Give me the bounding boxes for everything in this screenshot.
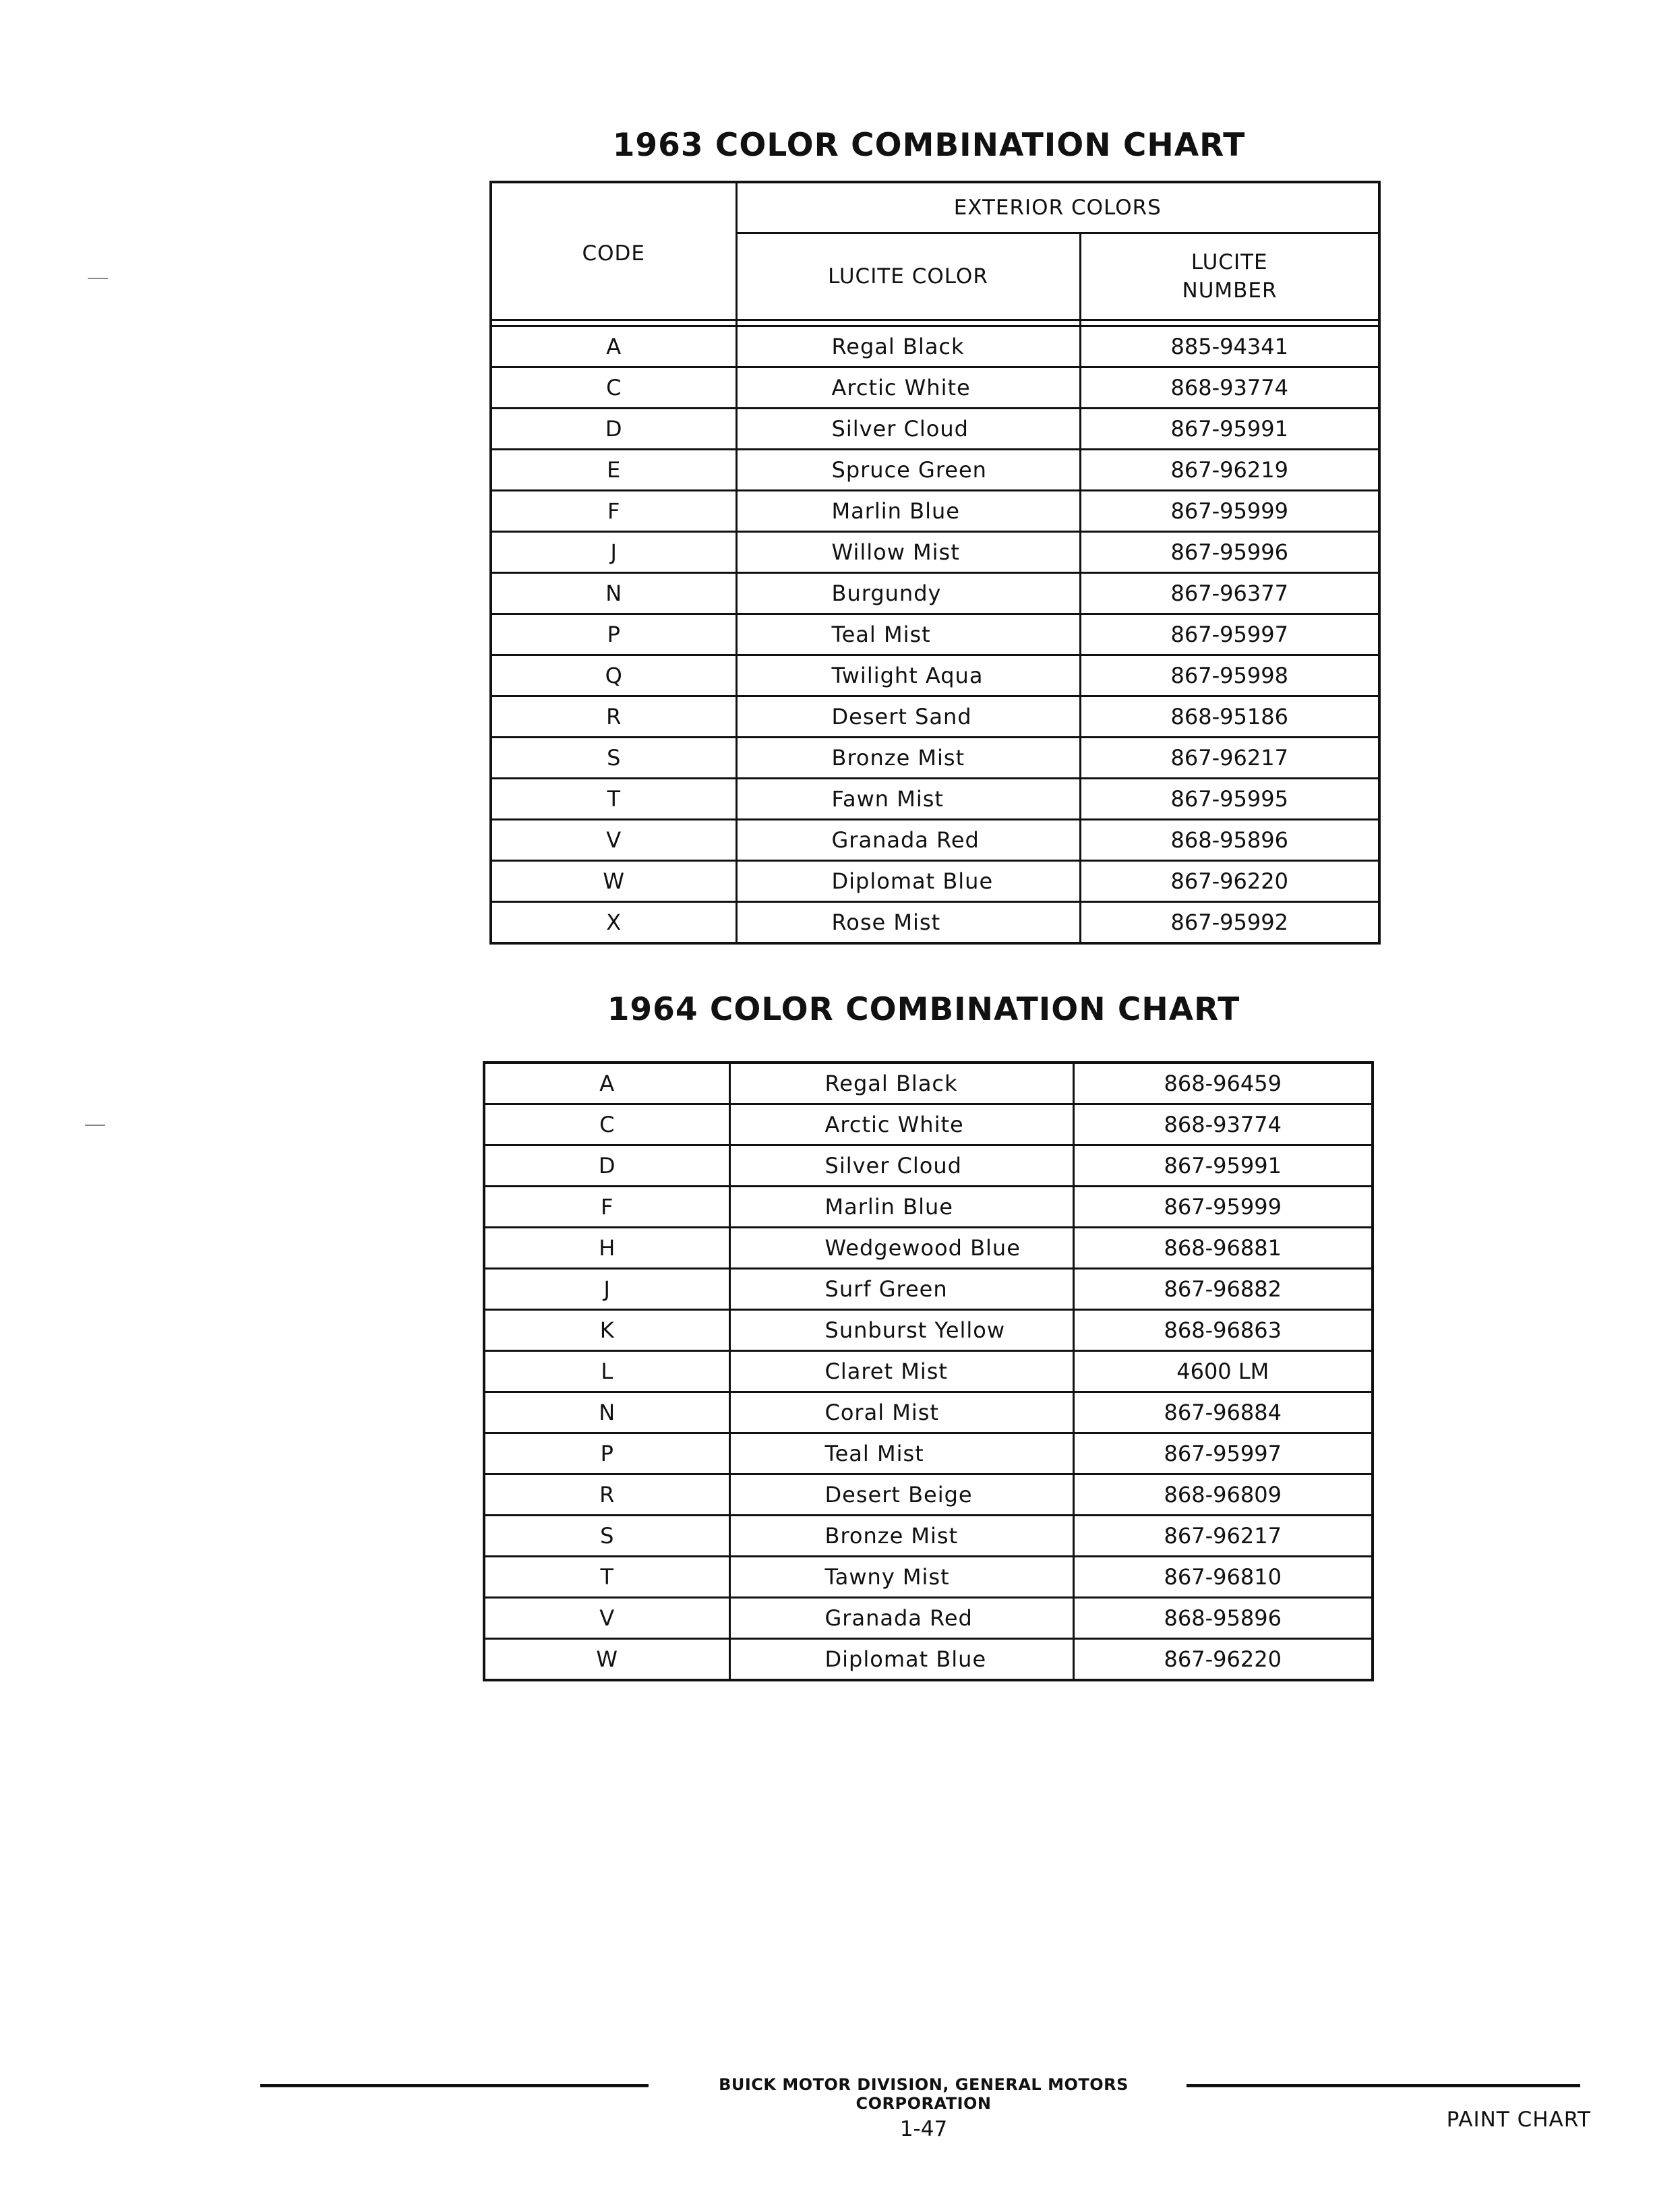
code-cell: J xyxy=(491,532,736,573)
lucite-number-cell: 868-95896 xyxy=(1080,820,1379,861)
lucite-number-cell: 867-96810 xyxy=(1073,1557,1373,1598)
table-row xyxy=(484,1639,1373,1681)
lucite-number-cell: 867-95991 xyxy=(1073,1145,1373,1187)
table-row xyxy=(484,1104,1373,1145)
code-cell: A xyxy=(484,1063,729,1104)
code-cell: H xyxy=(484,1228,729,1269)
lucite-color-cell: Fawn Mist xyxy=(736,779,1080,820)
code-cell: F xyxy=(484,1187,729,1228)
lucite-color-cell: Teal Mist xyxy=(729,1433,1073,1474)
code-cell: S xyxy=(491,738,736,779)
lucite-color-cell: Surf Green xyxy=(729,1269,1073,1310)
footer-rule-left xyxy=(260,2084,649,2087)
table-row xyxy=(484,1392,1373,1433)
section-label: PAINT CHART xyxy=(1446,2108,1591,2132)
lucite-color-cell: Diplomat Blue xyxy=(736,861,1080,902)
lucite-number-cell: 868-96809 xyxy=(1073,1474,1373,1516)
lucite-number-cell: 867-96884 xyxy=(1073,1392,1373,1433)
lucite-color-cell: Silver Cloud xyxy=(736,409,1080,450)
lucite-color-cell: Burgundy xyxy=(736,573,1080,614)
code-cell: P xyxy=(491,614,736,655)
lucite-number-cell: 867-96217 xyxy=(1080,738,1379,779)
lucite-number-cell: 868-96881 xyxy=(1073,1228,1373,1269)
code-cell: K xyxy=(484,1310,729,1351)
lucite-color-cell: Marlin Blue xyxy=(729,1187,1073,1228)
lucite-color-cell: Marlin Blue xyxy=(736,491,1080,532)
lucite-number-cell: 867-96219 xyxy=(1080,450,1379,491)
lucite-color-cell: Bronze Mist xyxy=(736,738,1080,779)
table-row xyxy=(491,326,1379,367)
lucite-number-cell: 885-94341 xyxy=(1080,326,1379,367)
code-cell: T xyxy=(491,779,736,820)
code-cell: C xyxy=(491,367,736,409)
lucite-number-cell: 867-95996 xyxy=(1080,532,1379,573)
code-cell: W xyxy=(491,861,736,902)
lucite-color-cell: Bronze Mist xyxy=(729,1516,1073,1557)
chart-1964-body xyxy=(484,1063,1373,1680)
lucite-number-cell: 867-96882 xyxy=(1073,1269,1373,1310)
table-row xyxy=(484,1310,1373,1351)
table-row xyxy=(491,779,1379,820)
lucite-number-cell: 867-96220 xyxy=(1080,861,1379,902)
lucite-number-cell: 867-96217 xyxy=(1073,1516,1373,1557)
code-cell: D xyxy=(491,409,736,450)
lucite-color-cell: Granada Red xyxy=(736,820,1080,861)
lucite-color-cell: Regal Black xyxy=(736,326,1080,367)
lucite-number-cell: 867-95991 xyxy=(1080,409,1379,450)
color-chart-1964-table xyxy=(483,1061,1374,1681)
exterior-colors-header: EXTERIOR COLORS xyxy=(736,182,1379,233)
lucite-number-column-header: LUCITE NUMBER xyxy=(1080,233,1379,320)
lucite-number-cell: 868-95186 xyxy=(1080,696,1379,738)
table-row xyxy=(491,573,1379,614)
code-cell: L xyxy=(484,1351,729,1392)
lucite-number-cell: 867-96377 xyxy=(1080,573,1379,614)
table-row xyxy=(491,450,1379,491)
footer-rule-right xyxy=(1187,2084,1580,2087)
lucite-color-cell: Arctic White xyxy=(729,1104,1073,1145)
lucite-color-cell: Tawny Mist xyxy=(729,1557,1073,1598)
code-cell: S xyxy=(484,1516,729,1557)
code-cell: P xyxy=(484,1433,729,1474)
lucite-color-cell: Rose Mist xyxy=(736,902,1080,944)
table-row xyxy=(484,1269,1373,1310)
table-row xyxy=(491,367,1379,409)
lucite-color-column-header: LUCITE COLOR xyxy=(736,233,1080,320)
lucite-color-cell: Granada Red xyxy=(729,1598,1073,1639)
lucite-color-cell: Desert Beige xyxy=(729,1474,1073,1516)
table-row xyxy=(491,614,1379,655)
table-row xyxy=(484,1557,1373,1598)
code-cell: E xyxy=(491,450,736,491)
code-cell: Q xyxy=(491,655,736,696)
table-row xyxy=(484,1145,1373,1187)
lucite-number-cell: 867-95992 xyxy=(1080,902,1379,944)
lucite-number-cell: 867-95998 xyxy=(1080,655,1379,696)
lucite-number-cell: 868-96459 xyxy=(1073,1063,1373,1104)
code-cell: N xyxy=(484,1392,729,1433)
lucite-color-cell: Wedgewood Blue xyxy=(729,1228,1073,1269)
footer-organization: BUICK MOTOR DIVISION, GENERAL MOTORS CORPORATION xyxy=(719,2075,1129,2113)
lucite-number-cell: 867-95999 xyxy=(1073,1187,1373,1228)
code-cell: V xyxy=(491,820,736,861)
table-row xyxy=(484,1433,1373,1474)
table-row xyxy=(491,902,1379,944)
chart-1963-title: 1963 COLOR COMBINATION CHART xyxy=(612,127,1246,164)
code-cell: J xyxy=(484,1269,729,1310)
lucite-number-cell: 868-93774 xyxy=(1080,367,1379,409)
lucite-color-cell: Coral Mist xyxy=(729,1392,1073,1433)
table-row xyxy=(484,1063,1373,1104)
lucite-number-cell: 868-96863 xyxy=(1073,1310,1373,1351)
chart-1963-body xyxy=(491,320,1379,944)
code-cell: A xyxy=(491,326,736,367)
code-cell: D xyxy=(484,1145,729,1187)
lucite-color-cell: Claret Mist xyxy=(729,1351,1073,1392)
lucite-number-cell: 867-95999 xyxy=(1080,491,1379,532)
color-chart-1963-table xyxy=(489,181,1381,945)
table-row xyxy=(491,655,1379,696)
table-row xyxy=(491,738,1379,779)
lucite-number-cell: 867-95997 xyxy=(1073,1433,1373,1474)
lucite-number-cell: 868-95896 xyxy=(1073,1598,1373,1639)
code-cell: C xyxy=(484,1104,729,1145)
margin-mark xyxy=(88,278,108,279)
table-row xyxy=(491,696,1379,738)
table-row xyxy=(484,1516,1373,1557)
table-row xyxy=(484,1228,1373,1269)
lucite-number-cell: 868-93774 xyxy=(1073,1104,1373,1145)
code-cell: V xyxy=(484,1598,729,1639)
code-column-header: CODE xyxy=(491,182,736,320)
lucite-color-cell: Willow Mist xyxy=(736,532,1080,573)
page-number: 1-47 xyxy=(899,2117,948,2141)
table-row xyxy=(491,820,1379,861)
code-cell: R xyxy=(491,696,736,738)
table-row xyxy=(484,1598,1373,1639)
lucite-color-cell: Silver Cloud xyxy=(729,1145,1073,1187)
lucite-color-cell: Spruce Green xyxy=(736,450,1080,491)
table-row xyxy=(491,532,1379,573)
table-row xyxy=(484,1187,1373,1228)
code-cell: N xyxy=(491,573,736,614)
lucite-color-cell: Sunburst Yellow xyxy=(729,1310,1073,1351)
lucite-number-cell: 4600 LM xyxy=(1073,1351,1373,1392)
table-row xyxy=(484,1351,1373,1392)
table-row xyxy=(491,409,1379,450)
chart-1964-title: 1964 COLOR COMBINATION CHART xyxy=(607,991,1240,1028)
header-separator xyxy=(491,320,1379,326)
lucite-color-cell: Teal Mist xyxy=(736,614,1080,655)
lucite-color-cell: Regal Black xyxy=(729,1063,1073,1104)
lucite-number-cell: 867-96220 xyxy=(1073,1639,1373,1681)
code-cell: W xyxy=(484,1639,729,1681)
lucite-color-cell: Diplomat Blue xyxy=(729,1639,1073,1681)
lucite-number-cell: 867-95997 xyxy=(1080,614,1379,655)
code-cell: F xyxy=(491,491,736,532)
lucite-color-cell: Arctic White xyxy=(736,367,1080,409)
code-cell: T xyxy=(484,1557,729,1598)
lucite-color-cell: Desert Sand xyxy=(736,696,1080,738)
table-row xyxy=(484,1474,1373,1516)
lucite-number-cell: 867-95995 xyxy=(1080,779,1379,820)
margin-mark xyxy=(85,1125,105,1126)
code-cell: R xyxy=(484,1474,729,1516)
lucite-color-cell: Twilight Aqua xyxy=(736,655,1080,696)
table-row xyxy=(491,861,1379,902)
code-cell: X xyxy=(491,902,736,944)
table-row xyxy=(491,491,1379,532)
